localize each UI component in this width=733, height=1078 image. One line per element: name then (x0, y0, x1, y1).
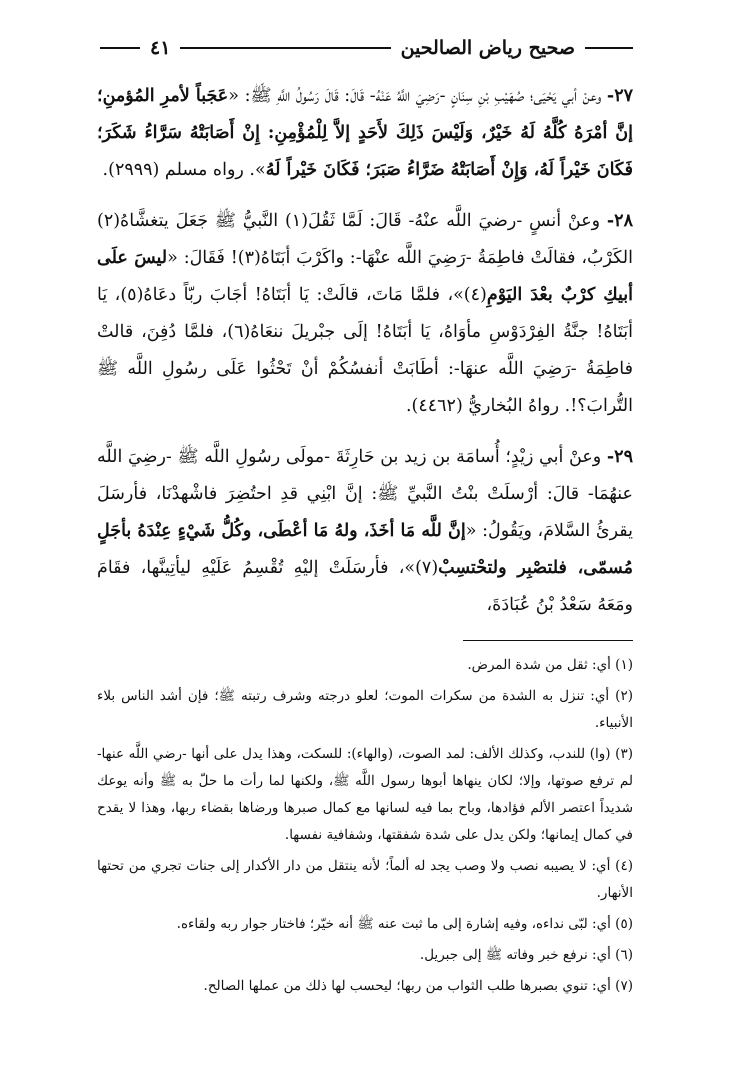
prophetic-saying: عَجَباً لأمرِ المُؤمنِ؛ إنَّ أمْرَهُ كُلَّهُ لَهُ خَيْرٌ، وَلَيْسَ ذَلِكَ لأَحَدٍ إلاَّ لِلْمُؤْمِنِ: إِنْ أَصَابَتْهُ سَرَّاءُ شَكَرَ؛ فَكَانَ خَيْراً لَهُ، وَإِنْ أَصَابَتْهُ ضَرَّاءُ صَبَرَ؛ فَكَانَ خَيْراً لَهُ (97, 86, 633, 180)
hadith-number: ٢٧- (606, 86, 633, 106)
hadith-27 (97, 78, 633, 189)
footnote-5: (٥) أي: لبّى نداءه، وفيه إشارة إلى ما ثبت عنه ﷺ أنه خيّر؛ فاختار جوار ربه ولقاءه. (176, 916, 633, 932)
hadith-29 (97, 439, 633, 624)
hadith-28 (97, 203, 633, 425)
footnote-7: (٧) أي: تنوي بصبرها طلب الثواب من ربها؛ ليحسب لها ذلك من عملها الصالح. (203, 978, 633, 994)
hadith-source: (٤)»، فلمَّا مَاتَ، قالَتْ: يَا أبَتَاهُ! أجَابَ ربّاً دعَاهُ(٥)، يَا أبَتَاهُ! جنَّةُ الفِرْدَوْسِ مأوَاهُ، يَا أبَتَاهُ! إلَى جبْريلَ ننعَاهُ(٦)، فلمَّا دُفِنَ، قالتْ فاطِمَةُ -رَضِيَ اللَّه عنهَا-: أطَابَتْ أنفسُكُمْ أنْ تَحْثُوا عَلَى رسُولِ اللَّه ﷺ التُّرابَ؟!. رواهُ البُخاريُّ (٤٤٦٢). (97, 285, 633, 416)
prophetic-saying: إنَّ للَّه مَا أخَذَ، ولهُ مَا أعْطَى، وكُلُّ شَيْءٍ عِنْدَهُ بأجَلٍ مُسمّى، فلتصْبِر ولتحْتسِبْ (97, 521, 633, 578)
header-rule-left (100, 47, 140, 49)
header-rule-middle (180, 47, 390, 49)
footnote-2: (٢) أي: تنزل به الشدة من سكرات الموت؛ لعلو درجته وشرف رتبته ﷺ؛ فإن أشد الناس بلاء الأنبياء. (97, 688, 633, 731)
prophetic-saying: ليسَ علَى أبيكِ كرْبٌ بعْدَ اليَوْمِ (97, 248, 633, 305)
running-header (100, 34, 633, 62)
hadith-text: وعنْ أنسٍ -رضيَ اللَّه عنْهُ- قَالَ: لَمَّا ثَقُلَ(١) النَّبيُّ ﷺ جَعَلَ يتغشَّاهُ(٢) الكَرْبُ، فقالَتْ فاطِمَةُ -رَضِيَ اللَّه عنْهَا-: واكَرْبَ أبَتَاهُ(٣)! فَقَالَ: « (97, 211, 634, 268)
hadith-number: ٢٨- (606, 211, 633, 231)
main-text (97, 78, 633, 638)
footnote-separator (463, 640, 633, 641)
footnotes (97, 652, 633, 1004)
hadith-source: ». رواه مسلم (٢٩٩٩). (102, 160, 266, 180)
hadith-text: وعنْ أبي زيْدٍ؛ أُسامَة بن زيد بن حَارِثَةَ -مولَى رسُولِ اللَّه ﷺ -رضِيَ اللَّه عنهُمَا- قالَ: أرْسلَتْ بنْتُ النَّبيِّ ﷺ: إنَّ ابْنِي قدِ احتُضِرَ فاشْهدْنَا، فأرسَلَ يقرئُ السَّلامَ، ويَقُولُ: « (97, 447, 634, 541)
hadith-text: وعنْ أبي يَحْيَى؛ صُهَيْبِ بْنِ سِنَانٍ -رَضِيَ اللَّهُ عَنْهُ- قَالَ: قَالَ رَسُولُ اللَّهِ ﷺ: « (228, 86, 602, 106)
hadith-continuation: (٧)»، فأرسَلَتْ إليْهِ تُقْسِمُ عَلَيْهِ ليأتِينَّها، فقَامَ ومَعَهُ سَعْدُ بْنُ عُبَادَةَ، (97, 558, 633, 615)
footnote-6: (٦) أي: نرفع خبر وفاته ﷺ إلى جبريل. (419, 947, 633, 963)
hadith-number: ٢٩- (606, 447, 633, 467)
page-number: ٤١ (150, 37, 171, 59)
book-title: صحيح رياض الصالحين (400, 37, 575, 59)
footnote-3: (٣) (وا) للندب، وكذلك الألف: لمد الصوت، (والهاء): للسكت، وهذا يدل على أنها -رضي اللَّه عنها- لم ترفع صوتها، وإلا؛ لكان ينهاها أبوها رسول اللَّه ﷺ، ولكنها لما رأت ما حلّ به ﷺ وأنه يوعك شديداً اعتصر الألم فؤادها، وباح بما فيه لسانها مع كمال صبرها ورضاها بقضاء ربها، وهذا لا يقدح في كمال إيمانها؛ ولكن يدل على شدة شفقتها، وشفافية نفسها. (97, 746, 633, 843)
footnote-4: (٤) أي: لا يصيبه نصب ولا وصب يجد له ألماً؛ لأنه ينتقل من دار الأكدار إلى جنات تجري من تحتها الأنهار. (97, 858, 633, 901)
footnote-1: (١) أي: ثقل من شدة المرض. (467, 657, 633, 673)
header-rule-right (585, 47, 633, 49)
